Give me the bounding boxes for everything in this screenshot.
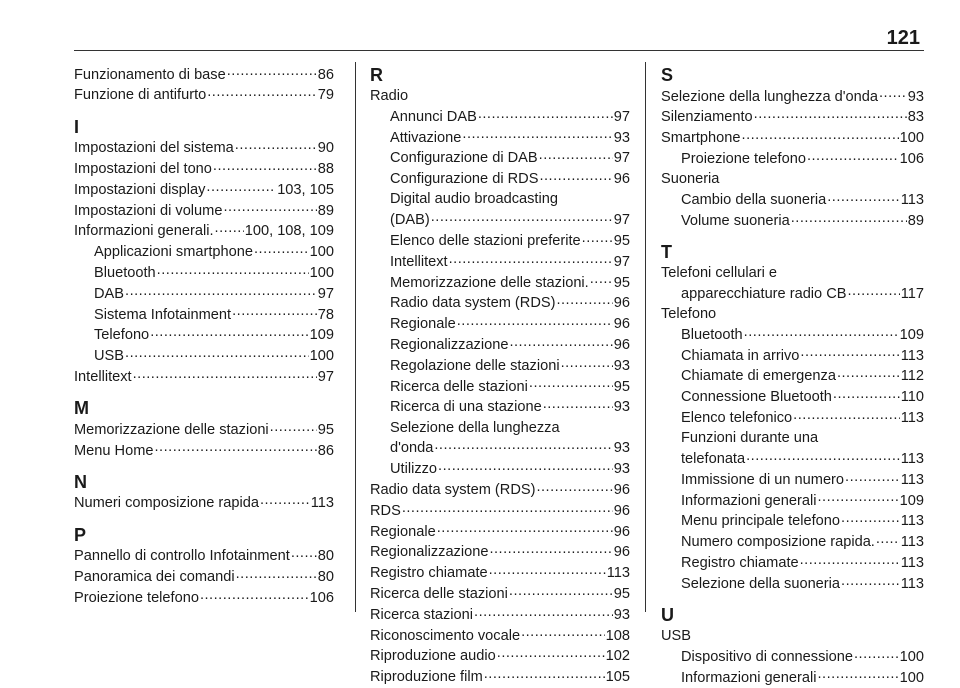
dot-leader xyxy=(529,376,613,391)
index-entry xyxy=(661,573,924,594)
dot-leader xyxy=(155,440,317,455)
index-entry xyxy=(661,552,924,573)
dot-leader xyxy=(438,459,613,474)
index-entry xyxy=(370,355,630,376)
page-reference: 90 xyxy=(317,140,334,157)
page-reference: 96 xyxy=(613,336,630,353)
index-entry xyxy=(661,107,924,128)
dot-leader xyxy=(539,169,612,184)
index-term: Memorizzazione delle stazioni. xyxy=(390,274,589,291)
index-term: Intellitext xyxy=(390,253,448,270)
index-entry xyxy=(661,407,924,428)
index-entry xyxy=(74,85,334,106)
index-term: Memorizzazione delle stazioni xyxy=(74,421,269,438)
dot-leader xyxy=(260,493,310,508)
index-entry xyxy=(370,521,630,542)
dot-leader xyxy=(206,179,276,194)
page-reference: 93 xyxy=(613,440,630,457)
index-term: Immissione di un numero xyxy=(681,471,845,488)
page-reference: 80 xyxy=(317,568,334,585)
index-term: Chiamata in arrivo xyxy=(681,347,800,364)
index-entry xyxy=(661,324,924,345)
index-term: Smartphone xyxy=(661,130,741,147)
page-reference: 97 xyxy=(613,212,630,229)
index-entry xyxy=(661,469,924,490)
page-reference: 80 xyxy=(317,548,334,565)
page-reference: 96 xyxy=(613,502,630,519)
index-term: Telefono xyxy=(94,327,150,344)
dot-leader xyxy=(841,573,900,588)
index-term: Utilizzo xyxy=(390,461,438,478)
index-column-2 xyxy=(370,64,630,687)
dot-leader xyxy=(754,107,907,122)
index-term: Panoramica dei comandi xyxy=(74,568,235,585)
dot-leader xyxy=(536,479,612,494)
page-reference: 79 xyxy=(317,87,334,104)
dot-leader xyxy=(213,158,317,173)
index-term: Elenco delle stazioni preferite xyxy=(390,232,581,249)
dot-leader xyxy=(837,366,900,381)
index-entry xyxy=(74,64,334,85)
page-reference: 97 xyxy=(613,150,630,167)
index-term: Impostazioni del tono xyxy=(74,160,212,177)
page-reference: 113 xyxy=(900,191,924,208)
page-reference: 100 xyxy=(899,669,924,686)
page-reference: 78 xyxy=(317,306,334,323)
index-entry xyxy=(370,500,630,521)
index-entry xyxy=(370,625,630,646)
dot-leader xyxy=(215,221,244,236)
index-term: Funzione di antifurto xyxy=(74,87,207,104)
index-term: Dispositivo di connessione xyxy=(681,648,853,665)
index-entry xyxy=(370,251,630,272)
index-entry xyxy=(661,667,924,688)
dot-leader xyxy=(509,334,612,349)
index-heading: Funzioni durante una xyxy=(681,430,819,447)
index-term: Regionalizzazione xyxy=(390,336,509,353)
dot-leader xyxy=(125,346,309,361)
page-number: 121 xyxy=(886,27,920,49)
index-entry xyxy=(370,334,630,355)
index-term: Impostazioni di volume xyxy=(74,202,223,219)
index-entry xyxy=(74,138,334,159)
page-reference: 96 xyxy=(613,523,630,540)
index-heading: USB xyxy=(661,627,692,644)
dot-leader xyxy=(791,210,907,225)
index-column-1 xyxy=(74,64,334,608)
dot-leader xyxy=(876,532,900,547)
page-reference: 106 xyxy=(309,589,334,606)
index-entry xyxy=(661,210,924,231)
section-letter: S xyxy=(661,65,674,85)
dot-leader xyxy=(474,604,613,619)
index-entry xyxy=(74,419,334,440)
dot-leader xyxy=(561,355,613,370)
index-entry xyxy=(661,387,924,408)
index-entry xyxy=(370,583,630,604)
index-entry xyxy=(74,304,334,325)
dot-leader xyxy=(437,521,613,536)
dot-leader xyxy=(457,314,613,329)
index-term: telefonata xyxy=(681,450,746,467)
index-entry xyxy=(74,242,334,263)
dot-leader xyxy=(817,490,898,505)
page-reference: 113 xyxy=(900,347,924,364)
index-heading: Telefoni cellulari e xyxy=(661,264,778,281)
index-term: Radio data system (RDS) xyxy=(390,295,556,312)
index-term: Sistema Infotainment xyxy=(94,306,232,323)
index-entry xyxy=(74,283,334,304)
index-term: Attivazione xyxy=(390,129,462,146)
index-heading: Radio xyxy=(370,88,409,104)
dot-leader xyxy=(200,587,309,602)
section-letter: M xyxy=(74,398,89,419)
page-reference: 103, 105 xyxy=(277,181,334,198)
index-entry xyxy=(370,106,630,127)
page-reference: 100 xyxy=(899,648,924,665)
page-reference: 96 xyxy=(613,544,630,561)
dot-leader xyxy=(817,667,898,682)
index-term: Registro chiamate xyxy=(370,565,488,582)
index-entry xyxy=(74,493,334,514)
page-reference: 117 xyxy=(900,285,924,302)
index-term: Funzionamento di base xyxy=(74,66,226,83)
index-entry xyxy=(370,604,630,625)
page-reference: 113 xyxy=(900,471,924,488)
index-entry xyxy=(370,314,630,335)
index-term: Bluetooth xyxy=(94,264,156,281)
page-reference: 93 xyxy=(613,606,630,623)
index-term: Chiamate di emergenza xyxy=(681,368,836,385)
dot-leader xyxy=(845,469,900,484)
index-entry xyxy=(74,440,334,461)
dot-leader xyxy=(582,230,613,245)
dot-leader xyxy=(270,419,317,434)
dot-leader xyxy=(539,148,613,163)
index-term: Selezione della lunghezza d'onda xyxy=(661,88,878,105)
index-term: Silenziamento xyxy=(661,109,753,126)
dot-leader xyxy=(833,387,900,402)
dot-leader xyxy=(841,511,900,526)
page-reference: 113 xyxy=(900,450,924,467)
page-reference: 83 xyxy=(907,109,924,126)
dot-leader xyxy=(509,583,613,598)
page-reference: 112 xyxy=(900,368,924,385)
page-reference: 113 xyxy=(900,513,924,530)
index-term: Informazioni generali xyxy=(681,492,817,509)
index-term: Intellitext xyxy=(74,368,132,385)
page-reference: 113 xyxy=(900,575,924,592)
section-letter: T xyxy=(661,241,672,262)
dot-leader xyxy=(793,407,900,422)
index-entry xyxy=(661,366,924,387)
section-letter: I xyxy=(74,116,80,137)
index-entry xyxy=(370,667,630,688)
index-term: Proiezione telefono xyxy=(74,589,199,606)
index-entry xyxy=(74,262,334,283)
index-entry xyxy=(661,148,924,169)
page-reference: 95 xyxy=(613,274,630,291)
index-term: Impostazioni display xyxy=(74,181,206,198)
page-reference: 96 xyxy=(613,316,630,333)
index-entry xyxy=(74,179,334,200)
index-term: Proiezione telefono xyxy=(681,150,806,167)
index-entry xyxy=(661,128,924,149)
column-divider-1 xyxy=(355,62,356,612)
index-term: Riconoscimento vocale xyxy=(370,627,521,644)
index-term: Connessione Bluetooth xyxy=(681,389,832,406)
index-column-3 xyxy=(661,64,924,688)
page-reference: 100, 108, 109 xyxy=(244,223,334,240)
index-term: Regionale xyxy=(390,316,456,333)
page-reference: 93 xyxy=(613,129,630,146)
index-entry xyxy=(370,127,630,148)
index-heading: Telefono xyxy=(661,305,717,322)
index-term: Elenco telefonico xyxy=(681,409,793,426)
index-term: RDS xyxy=(370,502,401,519)
index-heading: Digital audio broadcasting xyxy=(390,191,558,208)
page-reference: 96 xyxy=(613,171,630,188)
page-reference: 113 xyxy=(900,409,924,426)
section-letter: R xyxy=(370,65,383,85)
index-term: Annunci DAB xyxy=(390,108,477,125)
index-term: Registro chiamate xyxy=(681,554,799,571)
index-term: Ricerca stazioni xyxy=(370,606,474,623)
dot-leader xyxy=(478,106,613,121)
index-term: Ricerca delle stazioni xyxy=(370,585,508,602)
index-entry xyxy=(74,221,334,242)
index-term: Informazioni generali xyxy=(681,669,817,686)
section-letter: P xyxy=(74,524,87,545)
dot-leader xyxy=(800,552,900,567)
page-reference: 113 xyxy=(900,534,924,551)
page-reference: 97 xyxy=(317,368,334,385)
page-reference: 89 xyxy=(907,212,924,229)
index-entry xyxy=(74,325,334,346)
page-reference: 109 xyxy=(899,326,924,343)
dot-leader xyxy=(431,210,613,225)
page-reference: 93 xyxy=(907,88,924,105)
dot-leader xyxy=(742,128,899,143)
dot-leader xyxy=(150,325,308,340)
index-term: apparecchiature radio CB xyxy=(681,285,847,302)
header-rule xyxy=(74,50,924,51)
index-term: USB xyxy=(94,348,125,365)
dot-leader xyxy=(590,272,613,287)
dot-leader xyxy=(207,85,317,100)
index-entry xyxy=(370,376,630,397)
dot-leader xyxy=(848,283,900,298)
dot-leader xyxy=(133,366,317,381)
dot-leader xyxy=(800,345,899,360)
page-reference: 109 xyxy=(309,327,334,344)
page-reference: 93 xyxy=(613,399,630,416)
page-reference: 108 xyxy=(605,627,630,644)
index-entry xyxy=(370,542,630,563)
index-entry xyxy=(661,532,924,553)
index-term: d'onda xyxy=(390,440,434,457)
index-entry xyxy=(370,210,630,231)
dot-leader xyxy=(879,86,907,101)
index-term: Configurazione di DAB xyxy=(390,150,538,167)
dot-leader xyxy=(291,546,317,561)
dot-leader xyxy=(746,448,900,463)
index-term: DAB xyxy=(94,285,125,302)
section-letter: U xyxy=(661,604,674,625)
index-entry xyxy=(74,346,334,367)
index-entry xyxy=(370,459,630,480)
page-reference: 93 xyxy=(613,461,630,478)
page-reference: 97 xyxy=(613,253,630,270)
dot-leader xyxy=(521,625,605,640)
index-term: Numeri composizione rapida xyxy=(74,495,259,512)
index-term: Regolazione delle stazioni xyxy=(390,357,560,374)
index-term: Ricerca delle stazioni xyxy=(390,378,528,395)
index-entry xyxy=(370,397,630,418)
page-reference: 106 xyxy=(899,150,924,167)
index-entry xyxy=(74,566,334,587)
dot-leader xyxy=(157,262,309,277)
page-reference: 113 xyxy=(900,554,924,571)
index-entry xyxy=(74,158,334,179)
index-entry xyxy=(370,293,630,314)
page-reference: 100 xyxy=(309,264,334,281)
page-reference: 100 xyxy=(309,244,334,261)
index-entry xyxy=(74,587,334,608)
index-entry xyxy=(370,479,630,500)
dot-leader xyxy=(497,646,605,661)
dot-leader xyxy=(827,189,900,204)
dot-leader xyxy=(235,138,317,153)
page-reference: 105 xyxy=(605,669,630,686)
page-reference: 113 xyxy=(310,495,334,512)
index-term: Selezione della suoneria xyxy=(681,575,841,592)
dot-leader xyxy=(254,242,309,257)
page-reference: 100 xyxy=(899,130,924,147)
index-entry xyxy=(661,646,924,667)
page-reference: 113 xyxy=(606,565,630,582)
index-term: Volume suoneria xyxy=(681,212,790,229)
index-entry xyxy=(661,283,924,304)
index-term: Ricerca di una stazione xyxy=(390,399,542,416)
index-entry xyxy=(370,148,630,169)
index-term: (DAB) xyxy=(390,212,430,229)
index-term: Regionalizzazione xyxy=(370,544,489,561)
page-reference: 100 xyxy=(309,348,334,365)
index-entry xyxy=(370,646,630,667)
page-reference: 97 xyxy=(613,108,630,125)
index-entry xyxy=(74,200,334,221)
index-term: Configurazione di RDS xyxy=(390,171,539,188)
dot-leader xyxy=(223,200,316,215)
index-term: Regionale xyxy=(370,523,436,540)
index-entry xyxy=(370,563,630,584)
index-entry xyxy=(661,86,924,107)
page-reference: 95 xyxy=(613,585,630,602)
page-reference: 95 xyxy=(613,378,630,395)
dot-leader xyxy=(543,397,613,412)
dot-leader xyxy=(449,251,613,266)
index-term: Bluetooth xyxy=(681,326,743,343)
dot-leader xyxy=(556,293,612,308)
page-reference: 86 xyxy=(317,442,334,459)
index-term: Numero composizione rapida. xyxy=(681,534,875,551)
index-entry xyxy=(661,345,924,366)
index-entry xyxy=(661,189,924,210)
page-reference: 96 xyxy=(613,295,630,312)
dot-leader xyxy=(484,667,605,682)
page-reference: 97 xyxy=(317,285,334,302)
dot-leader xyxy=(489,542,612,557)
index-entry xyxy=(370,438,630,459)
page-reference: 109 xyxy=(899,492,924,509)
dot-leader xyxy=(227,64,317,79)
page-reference: 96 xyxy=(613,481,630,498)
index-entry xyxy=(74,366,334,387)
page-reference: 95 xyxy=(317,421,334,438)
page-reference: 95 xyxy=(613,232,630,249)
dot-leader xyxy=(807,148,899,163)
page-reference: 110 xyxy=(900,389,924,406)
index-heading: Selezione della lunghezza xyxy=(390,419,560,436)
page-reference: 86 xyxy=(317,66,334,83)
index-entry xyxy=(661,511,924,532)
index-term: Pannello di controllo Infotainment xyxy=(74,548,290,565)
page-reference: 102 xyxy=(605,648,630,665)
column-divider-2 xyxy=(645,62,646,612)
index-entry xyxy=(370,272,630,293)
index-term: Cambio della suoneria xyxy=(681,191,827,208)
dot-leader xyxy=(125,283,317,298)
section-letter: N xyxy=(74,471,87,492)
dot-leader xyxy=(854,646,899,661)
page-reference: 89 xyxy=(317,202,334,219)
index-term: Radio data system (RDS) xyxy=(370,481,536,498)
index-heading: Suoneria xyxy=(661,171,720,188)
dot-leader xyxy=(489,563,606,578)
index-term: Riproduzione audio xyxy=(370,648,496,665)
dot-leader xyxy=(434,438,612,453)
index-term: Applicazioni smartphone xyxy=(94,244,253,261)
dot-leader xyxy=(744,324,899,339)
index-term: Riproduzione film xyxy=(370,669,483,686)
index-entry xyxy=(661,448,924,469)
index-term: Menu principale telefono xyxy=(681,513,841,530)
index-entry xyxy=(370,169,630,190)
page-reference: 88 xyxy=(317,160,334,177)
dot-leader xyxy=(462,127,612,142)
index-term: Menu Home xyxy=(74,442,154,459)
dot-leader xyxy=(236,566,317,581)
index-entry xyxy=(370,230,630,251)
index-term: Impostazioni del sistema xyxy=(74,140,234,157)
index-entry xyxy=(661,490,924,511)
dot-leader xyxy=(402,500,613,515)
page-reference: 93 xyxy=(613,357,630,374)
index-term: Informazioni generali. xyxy=(74,223,214,240)
index-entry xyxy=(74,546,334,567)
dot-leader xyxy=(232,304,317,319)
